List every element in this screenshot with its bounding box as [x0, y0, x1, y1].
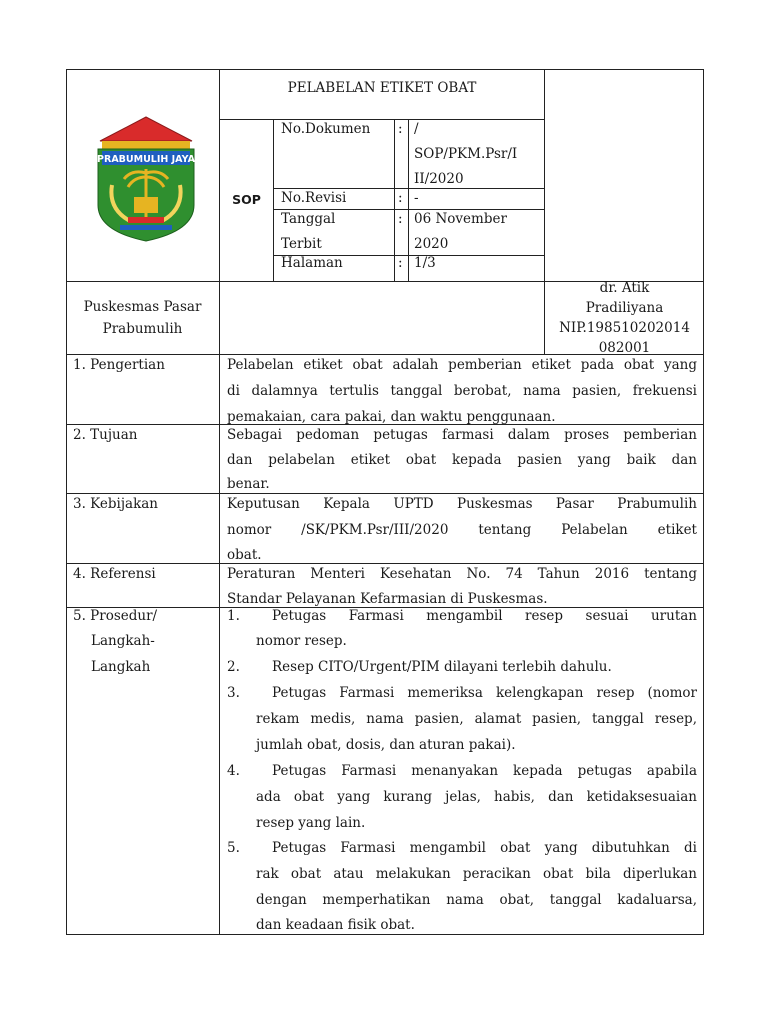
section-text-line: di dalamnya tertulis tanggal berobat, nama pasien, frekuensi — [227, 383, 697, 399]
field-separator: : — [398, 121, 403, 137]
section-text-line: obat. — [227, 547, 262, 563]
section-label-referensi: 4. Referensi — [73, 566, 156, 582]
section-label-kebijakan: 3. Kebijakan — [73, 496, 159, 512]
section-text-line: Keputusan Kepala UPTD Puskesmas Pasar Prabumulih — [227, 496, 697, 512]
document-title: PELABELAN ETIKET OBAT — [287, 80, 477, 96]
section-text-line: nomor /SK/PKM.Psr/III/2020 tentang Pelabelan etiket — [227, 522, 697, 538]
section-label-prosedur: 5. Prosedur/ — [73, 608, 158, 624]
grid-line — [408, 119, 409, 281]
field-separator: : — [398, 255, 403, 271]
document-number-value: / — [414, 121, 419, 137]
step-number: 1. — [227, 608, 240, 624]
svg-text:PRABUMULIH JAYA: PRABUMULIH JAYA — [97, 154, 195, 165]
section-text-line: Pelabelan etiket obat adalah pemberian etiket pada obat yang — [227, 357, 697, 373]
step-number: 2. — [227, 659, 240, 675]
step-number: 5. — [227, 840, 240, 856]
organization-name: Puskesmas Pasar — [83, 299, 202, 315]
section-text-line: Sebagai pedoman petugas farmasi dalam proses pemberian — [227, 427, 697, 443]
signer-name: dr. Atik — [599, 280, 650, 296]
step-text-line: rekam medis, nama pasien, alamat pasien, tanggal resep, — [256, 711, 697, 727]
prabumulih-jaya-emblem — [90, 113, 202, 243]
section-label-pengertian: 1. Pengertian — [73, 357, 165, 373]
field-label-issue-date: Tanggal — [281, 211, 336, 227]
page-value: 1/3 — [414, 255, 436, 271]
step-text-line: ada obat yang kurang jelas, habis, dan ketidaksesuaian — [256, 789, 697, 805]
organization-name: Prabumulih — [102, 321, 183, 337]
step-text-line: resep yang lain. — [256, 815, 366, 831]
section-label-prosedur: Langkah — [91, 659, 151, 675]
signer-name: Pradiliyana — [585, 300, 664, 316]
step-text-line: dengan memperhatikan nama obat, tanggal kadaluarsa, — [256, 892, 697, 908]
section-text-line: Peraturan Menteri Kesehatan No. 74 Tahun 2016 tentang — [227, 566, 697, 582]
field-label-document-number: No.Dokumen — [281, 121, 371, 137]
step-text-line: dan keadaan fisik obat. — [256, 917, 415, 933]
grid-line — [273, 119, 274, 281]
signer-nip: NIP.198510202014 — [559, 320, 690, 336]
step-number: 3. — [227, 685, 240, 701]
document-number-value: SOP/PKM.Psr/I — [414, 146, 518, 162]
field-label-page: Halaman — [281, 255, 343, 271]
section-text-line: dan pelabelan etiket obat kepada pasien yang baik dan — [227, 452, 697, 468]
field-separator: : — [398, 190, 403, 206]
issue-date-value: 2020 — [414, 236, 449, 252]
sop-label: SOP — [232, 192, 261, 207]
grid-line — [219, 119, 544, 120]
grid-line — [394, 119, 395, 281]
field-separator: : — [398, 211, 403, 227]
section-text-line: Standar Pelayanan Kefarmasian di Puskesmas. — [227, 591, 548, 607]
step-text-line: Petugas Farmasi menanyakan kepada petugas apabila — [272, 763, 697, 779]
section-label-tujuan: 2. Tujuan — [73, 427, 138, 443]
issue-date-value: 06 November — [414, 211, 507, 227]
step-text-line: nomor resep. — [256, 633, 347, 649]
field-label-issue-date: Terbit — [281, 236, 322, 252]
step-text-line: jumlah obat, dosis, dan aturan pakai). — [256, 737, 516, 753]
step-text-line: Resep CITO/Urgent/PIM dilayani terlebih dahulu. — [272, 659, 612, 675]
section-text-line: pemakaian, cara pakai, dan waktu penggunaan. — [227, 409, 556, 425]
section-label-prosedur: Langkah- — [91, 633, 155, 649]
step-number: 4. — [227, 763, 240, 779]
section-text-line: benar. — [227, 476, 270, 492]
signer-nip: 082001 — [598, 340, 651, 356]
step-text-line: rak obat atau melakukan peracikan obat bila diperlukan — [256, 866, 697, 882]
field-label-revision: No.Revisi — [281, 190, 347, 206]
revision-value: - — [414, 190, 419, 206]
step-text-line: Petugas Farmasi mengambil resep sesuai urutan — [272, 608, 697, 624]
step-text-line: Petugas Farmasi mengambil obat yang dibutuhkan di — [272, 840, 697, 856]
document-number-value: II/2020 — [414, 171, 464, 187]
step-text-line: Petugas Farmasi memeriksa kelengkapan resep (nomor — [272, 685, 697, 701]
